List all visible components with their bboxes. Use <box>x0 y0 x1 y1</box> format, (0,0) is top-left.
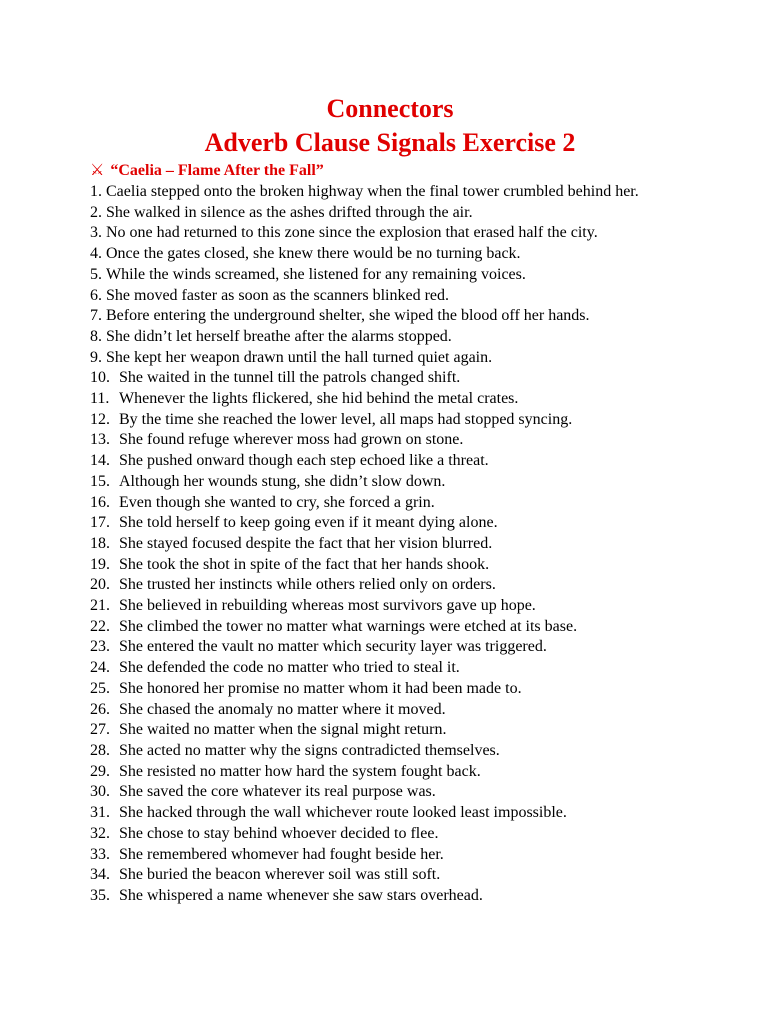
document-page <box>90 92 690 907</box>
list-item <box>90 327 690 348</box>
item-number: 2. <box>90 203 102 221</box>
title-connectors: Connectors <box>326 94 454 123</box>
item-number: 28. <box>90 741 110 759</box>
item-number: 9. <box>90 348 102 366</box>
item-sentence: She remembered whomever had fought beside her. <box>119 845 444 863</box>
item-sentence: By the time she reached the lower level, all maps had stopped syncing. <box>119 410 573 428</box>
item-sentence: She didn’t let herself breathe after the alarms stopped. <box>106 327 452 345</box>
item-sentence: She waited no matter when the signal might return. <box>119 721 447 739</box>
item-sentence: Once the gates closed, she knew there would be no turning back. <box>106 245 521 263</box>
item-sentence: She chose to stay behind whoever decided to flee. <box>119 824 439 842</box>
item-sentence: She took the shot in spite of the fact that her hands shook. <box>119 555 490 573</box>
item-number: 3. <box>90 224 102 242</box>
item-sentence: She entered the vault no matter which security layer was triggered. <box>119 638 547 656</box>
list-item <box>90 389 690 410</box>
item-number: 10. <box>90 369 110 387</box>
list-item <box>90 451 690 472</box>
item-number: 5. <box>90 265 102 283</box>
item-number: 32. <box>90 824 110 842</box>
list-item <box>90 865 690 886</box>
list-item <box>90 410 690 431</box>
item-sentence: Whenever the lights flickered, she hid behind the metal crates. <box>119 390 519 408</box>
item-number: 8. <box>90 327 102 345</box>
item-number: 27. <box>90 721 110 739</box>
item-number: 25. <box>90 679 110 697</box>
item-sentence: She walked in silence as the ashes drifted through the air. <box>106 203 473 221</box>
item-number: 30. <box>90 783 110 801</box>
list-item <box>90 265 690 286</box>
item-number: 4. <box>90 245 102 263</box>
list-item <box>90 741 690 762</box>
item-number: 24. <box>90 659 110 677</box>
item-number: 7. <box>90 307 102 325</box>
story-title: “Caelia – Flame After the Fall” <box>110 162 324 179</box>
item-number: 34. <box>90 866 110 884</box>
list-item <box>90 617 690 638</box>
list-item <box>90 679 690 700</box>
list-item <box>90 803 690 824</box>
item-number: 19. <box>90 555 110 573</box>
list-item <box>90 782 690 803</box>
item-sentence: Even though she wanted to cry, she forced a grin. <box>119 493 435 511</box>
list-item <box>90 368 690 389</box>
list-item <box>90 596 690 617</box>
list-item <box>90 720 690 741</box>
item-number: 14. <box>90 452 110 470</box>
item-sentence: She hacked through the wall whichever route looked least impossible. <box>119 804 567 822</box>
story-subtitle <box>90 160 690 182</box>
exercise-list <box>90 182 690 907</box>
item-sentence: She believed in rebuilding whereas most survivors gave up hope. <box>119 597 536 615</box>
list-item <box>90 182 690 203</box>
item-number: 33. <box>90 845 110 863</box>
list-item <box>90 637 690 658</box>
item-sentence: She kept her weapon drawn until the hall turned quiet again. <box>106 348 493 366</box>
list-item <box>90 493 690 514</box>
item-sentence: No one had returned to this zone since the explosion that erased half the city. <box>106 224 598 242</box>
item-sentence: She stayed focused despite the fact that her vision blurred. <box>119 534 493 552</box>
item-sentence: She found refuge wherever moss had grown on stone. <box>119 431 464 449</box>
item-sentence: She whispered a name whenever she saw stars overhead. <box>119 886 483 904</box>
item-sentence: She saved the core whatever its real purpose was. <box>119 783 436 801</box>
item-number: 18. <box>90 534 110 552</box>
item-number: 26. <box>90 700 110 718</box>
item-number: 15. <box>90 472 110 490</box>
item-sentence: She acted no matter why the signs contradicted themselves. <box>119 741 500 759</box>
item-number: 6. <box>90 286 102 304</box>
item-number: 22. <box>90 617 110 635</box>
item-number: 13. <box>90 431 110 449</box>
item-sentence: Before entering the underground shelter, she wiped the blood off her hands. <box>106 307 590 325</box>
item-sentence: She resisted no matter how hard the system fought back. <box>119 762 481 780</box>
list-item <box>90 762 690 783</box>
list-item <box>90 845 690 866</box>
item-number: 1. <box>90 183 102 200</box>
item-sentence: She moved faster as soon as the scanners blinked red. <box>106 286 450 304</box>
title-exercise: Adverb Clause Signals Exercise 2 <box>204 128 576 157</box>
item-sentence: She told herself to keep going even if it meant dying alone. <box>119 514 498 532</box>
item-number: 20. <box>90 576 110 594</box>
list-item <box>90 886 690 907</box>
list-item <box>90 472 690 493</box>
item-number: 23. <box>90 638 110 656</box>
list-item <box>90 700 690 721</box>
crossed-swords-icon: ⚔ <box>90 162 105 179</box>
item-sentence: She chased the anomaly no matter where it moved. <box>119 700 446 718</box>
list-item <box>90 513 690 534</box>
item-sentence: Caelia stepped onto the broken highway when the final tower crumbled behind her. <box>106 183 639 200</box>
list-item <box>90 430 690 451</box>
item-number: 11. <box>90 390 110 408</box>
list-item <box>90 555 690 576</box>
item-sentence: She waited in the tunnel till the patrols changed shift. <box>119 369 461 387</box>
item-sentence: She buried the beacon wherever soil was still soft. <box>119 866 441 884</box>
item-sentence: She honored her promise no matter whom it had been made to. <box>119 679 522 697</box>
list-item <box>90 534 690 555</box>
item-number: 29. <box>90 762 110 780</box>
item-number: 17. <box>90 514 110 532</box>
list-item <box>90 306 690 327</box>
item-number: 12. <box>90 410 110 428</box>
item-sentence: She trusted her instincts while others relied only on orders. <box>119 576 496 594</box>
list-item <box>90 223 690 244</box>
item-number: 21. <box>90 597 110 615</box>
item-number: 16. <box>90 493 110 511</box>
list-item <box>90 286 690 307</box>
item-sentence: While the winds screamed, she listened for any remaining voices. <box>106 265 526 283</box>
item-sentence: She defended the code no matter who tried to steal it. <box>119 659 460 677</box>
item-number: 35. <box>90 886 110 904</box>
list-item <box>90 244 690 265</box>
item-sentence: She climbed the tower no matter what warnings were etched at its base. <box>119 617 578 635</box>
item-sentence: Although her wounds stung, she didn’t slow down. <box>119 472 446 490</box>
list-item <box>90 203 690 224</box>
list-item <box>90 348 690 369</box>
item-sentence: She pushed onward though each step echoed like a threat. <box>119 452 489 470</box>
item-number: 31. <box>90 804 110 822</box>
list-item <box>90 658 690 679</box>
list-item <box>90 575 690 596</box>
list-item <box>90 824 690 845</box>
